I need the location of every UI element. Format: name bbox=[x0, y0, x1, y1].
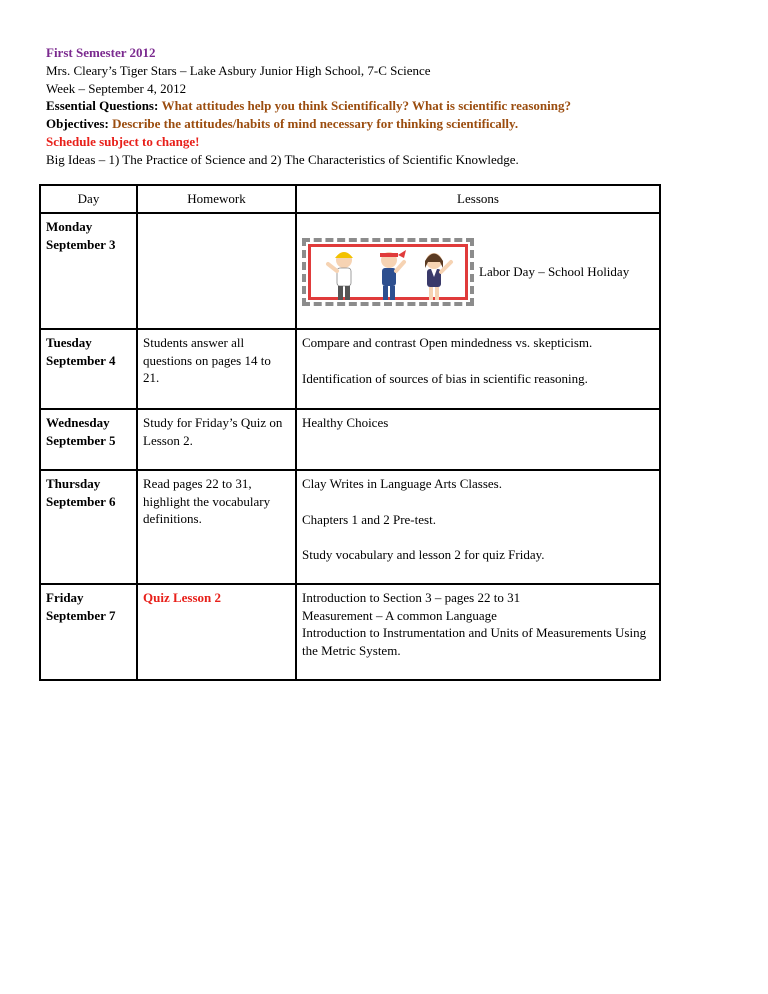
teacher-line: Mrs. Cleary’s Tiger Stars – Lake Asbury Junior High School, 7-C Science bbox=[46, 62, 431, 78]
col-header-day: Day bbox=[40, 185, 137, 213]
table-header-row bbox=[40, 185, 660, 213]
lesson-item: Study vocabulary and lesson 2 for quiz Friday. bbox=[302, 547, 545, 562]
schedule-table bbox=[39, 184, 661, 681]
table-row bbox=[40, 409, 660, 470]
homework-text: Students answer all questions on pages 14 to 21. bbox=[143, 335, 271, 385]
quiz-notice: Quiz Lesson 2 bbox=[143, 590, 222, 605]
eq-label: Essential Questions: bbox=[46, 98, 159, 114]
big-ideas: Big Ideas – 1) The Practice of Science and 2) The Characteristics of Scientific Knowledge. bbox=[46, 151, 519, 167]
objectives bbox=[46, 115, 726, 133]
day-cell bbox=[40, 470, 137, 584]
document-header bbox=[46, 44, 726, 169]
lesson-item: Measurement – A common Language bbox=[302, 607, 497, 623]
eq-text: What attitudes help you think Scientifically? What is scientific reasoning? bbox=[161, 98, 571, 114]
table-row bbox=[40, 584, 660, 680]
homework-cell bbox=[137, 213, 296, 329]
homework-cell bbox=[137, 584, 296, 680]
day-name: Monday bbox=[46, 219, 93, 234]
col-header-lessons: Lessons bbox=[296, 185, 660, 213]
lesson-item: Compare and contrast Open mindedness vs. skepticism. bbox=[302, 335, 593, 350]
day-cell bbox=[40, 213, 137, 329]
holiday-notice bbox=[302, 238, 654, 306]
lessons-cell bbox=[296, 409, 660, 470]
lesson-item: Healthy Choices bbox=[302, 415, 389, 430]
holiday-text: Labor Day – School Holiday bbox=[479, 264, 630, 280]
table-row bbox=[40, 329, 660, 409]
homework-cell bbox=[137, 329, 296, 409]
lesson-item: Introduction to Instrumentation and Units of Measurements Using the Metric System. bbox=[302, 625, 647, 658]
homework-cell bbox=[137, 470, 296, 584]
homework-cell bbox=[137, 409, 296, 470]
lesson-item: Clay Writes in Language Arts Classes. bbox=[302, 476, 502, 491]
day-name: Thursday bbox=[46, 476, 101, 491]
day-name: Wednesday bbox=[46, 415, 110, 430]
col-header-homework: Homework bbox=[137, 185, 296, 213]
table-row bbox=[40, 470, 660, 584]
day-date: September 6 bbox=[46, 493, 116, 509]
semester-title: First Semester 2012 bbox=[46, 45, 156, 60]
day-name: Tuesday bbox=[46, 335, 92, 350]
day-cell bbox=[40, 329, 137, 409]
schedule-note: Schedule subject to change! bbox=[46, 133, 200, 149]
essential-questions bbox=[46, 97, 726, 115]
day-date: September 4 bbox=[46, 352, 116, 368]
workers-cartoon-icon bbox=[302, 238, 474, 306]
lessons-cell bbox=[296, 213, 660, 329]
day-date: September 3 bbox=[46, 236, 116, 252]
day-cell bbox=[40, 584, 137, 680]
day-cell bbox=[40, 409, 137, 470]
lessons-cell bbox=[296, 584, 660, 680]
week-line: Week – September 4, 2012 bbox=[46, 80, 187, 96]
lessons-cell bbox=[296, 329, 660, 409]
lessons-cell bbox=[296, 470, 660, 584]
homework-text: Study for Friday’s Quiz on Lesson 2. bbox=[143, 415, 283, 448]
lesson-item: Chapters 1 and 2 Pre-test. bbox=[302, 511, 436, 527]
day-name: Friday bbox=[46, 590, 84, 605]
obj-text: Describe the attitudes/habits of mind necessary for thinking scientifically. bbox=[112, 116, 519, 132]
homework-text: Read pages 22 to 31, highlight the vocabulary definitions. bbox=[143, 476, 271, 526]
day-date: September 7 bbox=[46, 607, 116, 623]
lesson-item: Introduction to Section 3 – pages 22 to 31 bbox=[302, 590, 521, 605]
table-row bbox=[40, 213, 660, 329]
lesson-item: Identification of sources of bias in scientific reasoning. bbox=[302, 370, 588, 386]
obj-label: Objectives: bbox=[46, 116, 109, 132]
day-date: September 5 bbox=[46, 432, 116, 448]
